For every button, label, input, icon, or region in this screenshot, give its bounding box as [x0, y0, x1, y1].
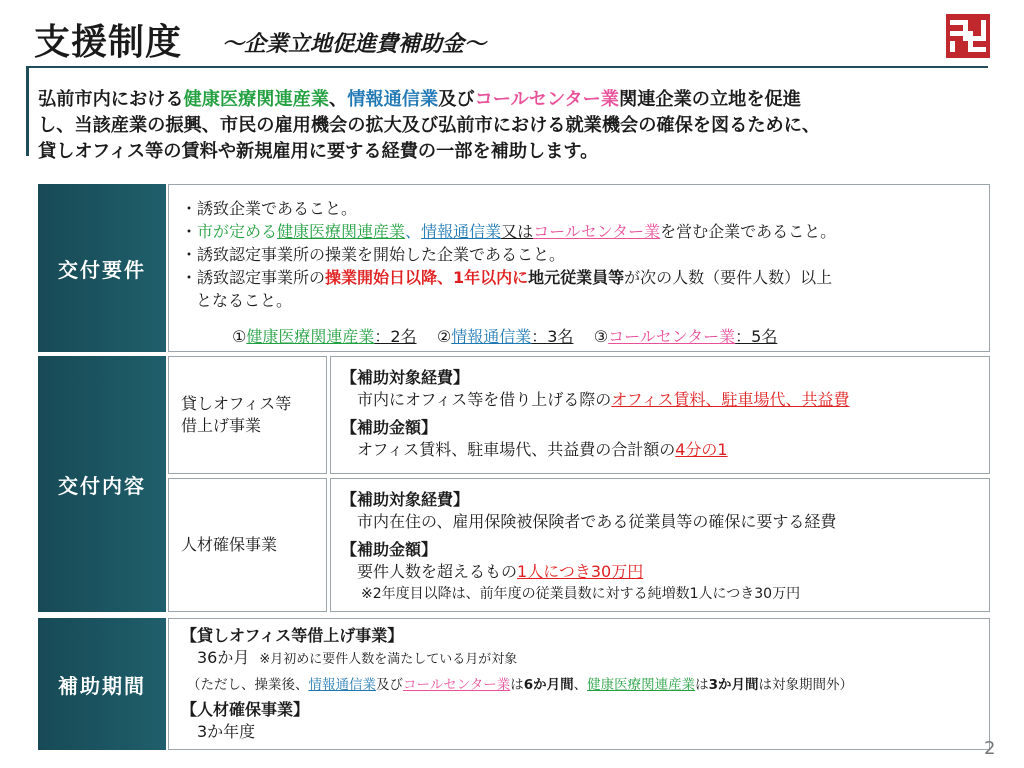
industry-callcenter: コールセンター業: [474, 89, 619, 110]
required-headcounts: ①健康医療関連産業：2名 ②情報通信業：3名 ③コールセンター業：5名: [232, 327, 778, 346]
requirements-label: 交付要件: [38, 184, 166, 352]
city-emblem-logo: [946, 14, 990, 58]
period-exception-note: （ただし、操業後、情報通信業及びコールセンター業は6か月間、健康医療関連産業は3か月間は対象期間外）: [187, 677, 854, 693]
industry-medical: 健康医療関連産業: [183, 89, 330, 110]
requirements-box: ・誘致企業であること。 ・市が定める健康医療関連産業、情報通信業又はコールセンター業を営む企業であること。 ・誘致認定事業所の操業を開始した企業であること。 ・誘致認定事業所の操業開始日以降、1年以内に地元従業員等が次の人数（要件人数）以上 となること。 ①健康医療関連産業：2名 ②情報通信業：3名 ③コールセンター業：5名: [168, 184, 990, 352]
page-number: 2: [984, 738, 996, 759]
req-bullet-2: ・市が定める健康医療関連産業、情報通信業又はコールセンター業を営む企業であること。: [181, 222, 837, 241]
page-title: 支援制度: [34, 22, 183, 63]
intro-accent-bar: [26, 68, 29, 156]
industry-it: 情報通信業: [347, 89, 439, 110]
office-rental-program: 貸しオフィス等 借上げ事業: [168, 356, 327, 474]
period-box: 【貸しオフィス等借上げ事業】 36か月 ※月初めに要件人数を満たしている月が対象 （ただし、操業後、情報通信業及びコールセンター業は6か月間、健康医療関連産業は3か月間は対象期間外） 【人材確保事業】 3か年度: [168, 618, 990, 750]
office-rental-details: 【補助対象経費】 市内にオフィス等を借り上げる際のオフィス賃料、駐車場代、共益費 【補助金額】 オフィス賃料、駐車場代、共益費の合計額の4分の1: [330, 356, 990, 474]
period-label: 補助期間: [38, 618, 166, 750]
header-divider: [26, 66, 988, 68]
contents-label: 交付内容: [38, 356, 166, 612]
staff-recruit-details: 【補助対象経費】 市内在住の、雇用保険被保険者である従業員等の確保に要する経費 【補助金額】 要件人数を超えるもの1人につき30万円 ※2年度目以降は、前年度の従業員数に対する純増数1人につき30万円: [330, 478, 990, 612]
req-bullet-4: ・誘致認定事業所の操業開始日以降、1年以内に地元従業員等が次の人数（要件人数）以上: [181, 268, 833, 287]
req-bullet-1: ・誘致企業であること。: [181, 199, 358, 218]
intro-paragraph: 弘前市内における健康医療関連産業、情報通信業及びコールセンター業関連企業の立地を促進 し、当該産業の振興、市民の雇用機会の拡大及び弘前市における就業機会の確保を図るために、 貸しオフィス等の賃料や新規雇用に要する経費の一部を補助します。: [38, 89, 821, 162]
staff-recruit-program: 人材確保事業: [168, 478, 327, 612]
page-subtitle: ～企業立地促進費補助金～: [222, 32, 487, 57]
req-bullet-3: ・誘致認定事業所の操業を開始した企業であること。: [181, 245, 566, 264]
